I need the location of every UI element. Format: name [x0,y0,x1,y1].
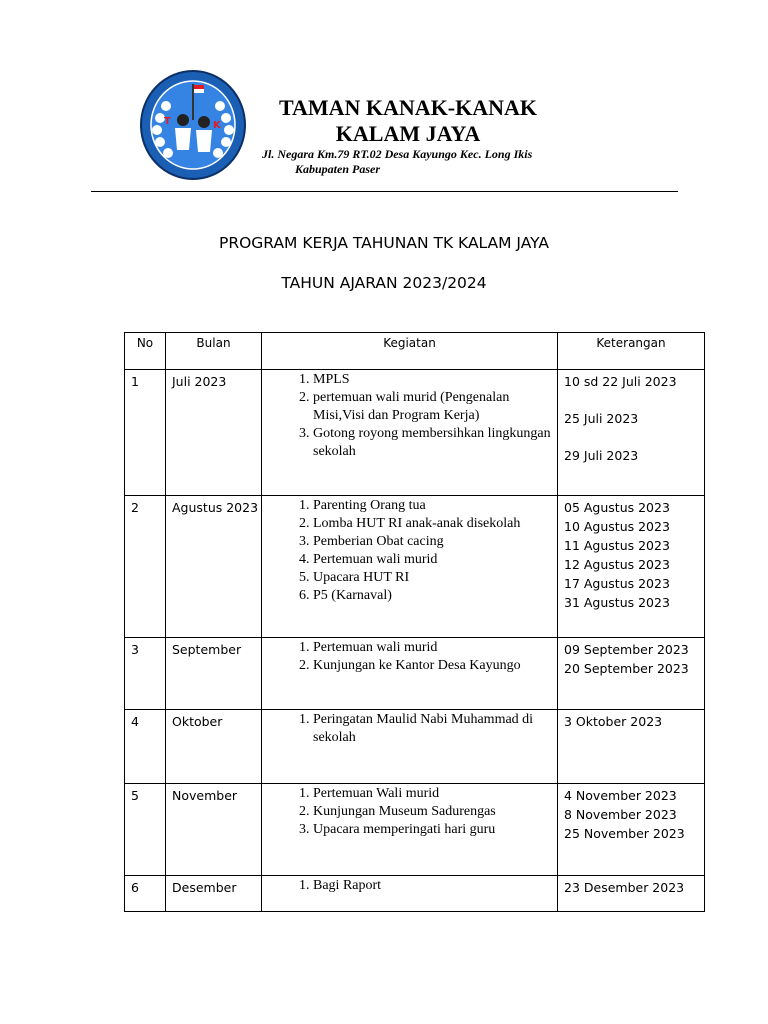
keterangan-item: 25 November 2023 [564,826,685,841]
keterangan-item: 3 Oktober 2023 [564,714,663,729]
cell-bulan: Agustus 2023 [166,496,262,638]
document-subtitle: TAHUN AJARAN 2023/2024 [281,274,487,292]
table-row [125,370,705,496]
cell-kegiatan [262,710,558,784]
cell-bulan: September [166,638,262,710]
cell-keterangan [558,496,705,638]
kegiatan-item: 1. MPLS [313,371,553,389]
kegiatan-list [262,371,553,461]
header-divider [91,191,678,192]
cell-keterangan [558,876,705,912]
school-logo [140,70,246,180]
cell-bulan: Oktober [166,710,262,784]
keterangan-item: 17 Agustus 2023 [564,576,670,591]
cell-no: 1 [125,370,166,496]
kegiatan-item: 3. Upacara memperingati hari guru [313,821,553,839]
cell-bulan: November [166,784,262,876]
kegiatan-item: 4. Pertemuan wali murid [313,551,553,569]
kegiatan-list [262,785,553,839]
keterangan-item: 05 Agustus 2023 [564,500,670,515]
kegiatan-item: 2. Lomba HUT RI anak-anak disekolah [313,515,553,533]
table-row [125,638,705,710]
kegiatan-item: 3. Pemberian Obat cacing [313,533,553,551]
logo-letter-t: T [164,116,171,127]
cell-no: 6 [125,876,166,912]
keterangan-item: 10 sd 22 Juli 2023 [564,374,677,389]
header-kegiatan: Kegiatan [262,333,558,370]
table-row [125,496,705,638]
cell-bulan: Juli 2023 [166,370,262,496]
address-line1: Jl. Negara Km.79 RT.02 Desa Kayungo Kec. Long Ikis [262,147,533,161]
table-row [125,876,705,912]
header-no: No [125,333,166,370]
cell-no: 4 [125,710,166,784]
address-line2: Kabupaten Paser [295,162,381,176]
kegiatan-item: 1. Peringatan Maulid Nabi Muhammad di sekolah [313,711,553,747]
cell-kegiatan [262,876,558,912]
table-row [125,710,705,784]
document-title: PROGRAM KERJA TAHUNAN TK KALAM JAYA [218,234,550,252]
kegiatan-item: 6. P5 (Karnaval) [313,587,553,605]
kegiatan-list [262,497,553,605]
cell-keterangan [558,370,705,496]
cell-no: 2 [125,496,166,638]
kegiatan-item: 1. Pertemuan Wali murid [313,785,553,803]
kegiatan-item: 3. Gotong royong membersihkan lingkungan sekolah [313,425,553,461]
cell-kegiatan [262,496,558,638]
kegiatan-list [262,711,553,747]
keterangan-item: 20 September 2023 [564,661,689,676]
keterangan-item: 12 Agustus 2023 [564,557,670,572]
kegiatan-list [262,639,553,675]
keterangan-item: 8 November 2023 [564,807,677,822]
kegiatan-item: 5. Upacara HUT RI [313,569,553,587]
table-row [125,784,705,876]
cell-no: 3 [125,638,166,710]
kegiatan-list [262,877,553,895]
school-name-line1: TAMAN KANAK-KANAK [278,95,538,120]
cell-kegiatan [262,370,558,496]
cell-keterangan [558,784,705,876]
kegiatan-item: 2. pertemuan wali murid (Pengenalan Misi,Visi dan Program Kerja) [313,389,553,425]
school-address [262,147,592,177]
school-name-line2: KALAM JAYA [335,121,481,146]
program-table [124,332,705,912]
cell-kegiatan [262,784,558,876]
keterangan-item: 23 Desember 2023 [564,880,685,895]
keterangan-item: 25 Juli 2023 [564,411,639,426]
cell-kegiatan [262,638,558,710]
keterangan-item: 31 Agustus 2023 [564,595,670,610]
cell-keterangan [558,638,705,710]
header-bulan: Bulan [166,333,262,370]
logo-letter-k: K [213,120,221,131]
kegiatan-item: 1. Pertemuan wali murid [313,639,553,657]
cell-no: 5 [125,784,166,876]
kegiatan-item: 1. Bagi Raport [313,877,553,895]
keterangan-item: 4 November 2023 [564,788,677,803]
kegiatan-item: 2. Kunjungan ke Kantor Desa Kayungo [313,657,553,675]
header-keterangan: Keterangan [558,333,705,370]
kegiatan-item: 1. Parenting Orang tua [313,497,553,515]
cell-bulan: Desember [166,876,262,912]
school-name [258,95,558,147]
keterangan-item: 09 September 2023 [564,642,689,657]
keterangan-item: 29 Juli 2023 [564,448,639,463]
keterangan-item: 10 Agustus 2023 [564,519,670,534]
kegiatan-item: 2. Kunjungan Museum Sadurengas [313,803,553,821]
cell-keterangan [558,710,705,784]
table-header-row [125,333,705,370]
keterangan-item: 11 Agustus 2023 [564,538,670,553]
